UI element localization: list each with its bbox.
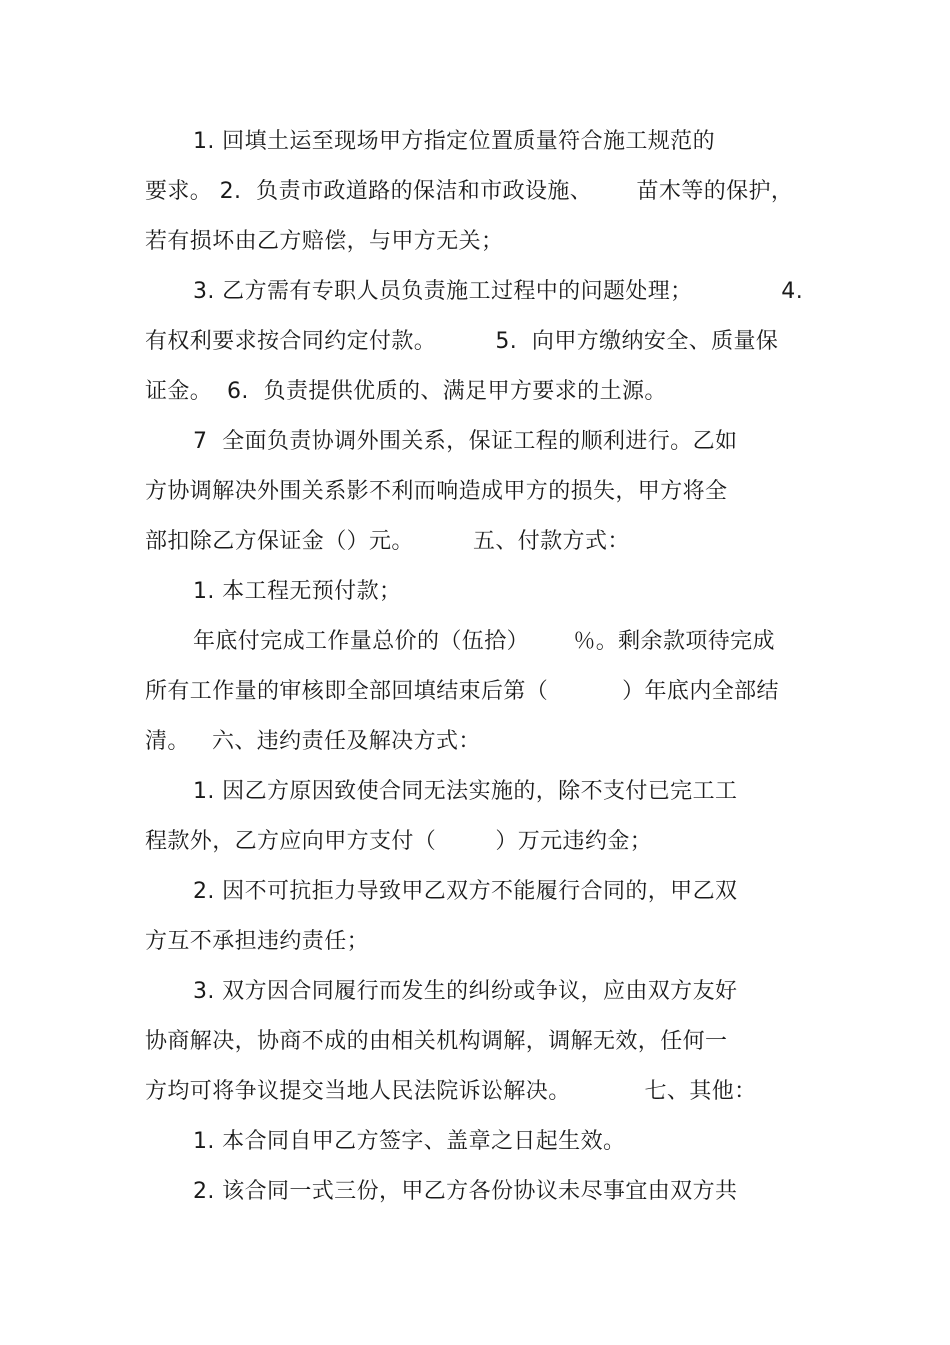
text-line-7: 7 全面负责协调外围关系，保证工程的顺利进行。乙如 [193,429,738,454]
text-line-19: 协商解决，协商不成的由相关机构调解，调解无效，任何一 [145,1029,728,1054]
text-line-21: 1. 本合同自甲乙方签字、盖章之日起生效。 [193,1129,626,1154]
text-line-5: 有权利要求按合同约定付款。 5. 向甲方缴纳安全、质量保 [145,329,779,354]
text-line-8: 方协调解决外围关系影不利而响造成甲方的损失，甲方将全 [145,479,728,504]
text-line-14: 1. 因乙方原因致使合同无法实施的，除不支付已完工工 [193,779,738,804]
text-line-1: 1. 回填土运至现场甲方指定位置质量符合施工规范的 [193,129,715,154]
text-line-15: 程款外，乙方应向甲方支付（ ）万元违约金； [145,829,653,854]
text-line-4: 3. 乙方需有专职人员负责施工过程中的问题处理； 4. [193,279,804,304]
text-line-3: 若有损坏由乙方赔偿，与甲方无关； [145,229,504,254]
text-line-22: 2. 该合同一式三份，甲乙方各份协议未尽事宜由双方共 [193,1179,738,1204]
text-line-9: 部扣除乙方保证金（）元。 五、付款方式： [145,529,630,554]
text-line-10: 1. 本工程无预付款； [193,579,402,604]
text-line-12: 所有工作量的审核即全部回填结束后第（ ）年底内全部结 [145,679,779,704]
text-line-11: 年底付完成工作量总价的（伍拾） ％。剩余款项待完成 [193,629,775,654]
text-line-13: 清。 六、违约责任及解决方式： [145,729,481,754]
text-line-20: 方均可将争议提交当地人民法院诉讼解决。 七、其他： [145,1079,757,1104]
text-line-18: 3. 双方因合同履行而发生的纠纷或争议，应由双方友好 [193,979,738,1004]
text-line-16: 2. 因不可抗拒力导致甲乙双方不能履行合同的，甲乙双 [193,879,738,904]
text-line-17: 方互不承担违约责任； [145,929,370,954]
text-line-6: 证金。 6. 负责提供优质的、满足甲方要求的土源。 [145,379,667,404]
text-line-2: 要求。 2. 负责市政道路的保洁和市政设施、 苗木等的保护， [145,179,794,204]
